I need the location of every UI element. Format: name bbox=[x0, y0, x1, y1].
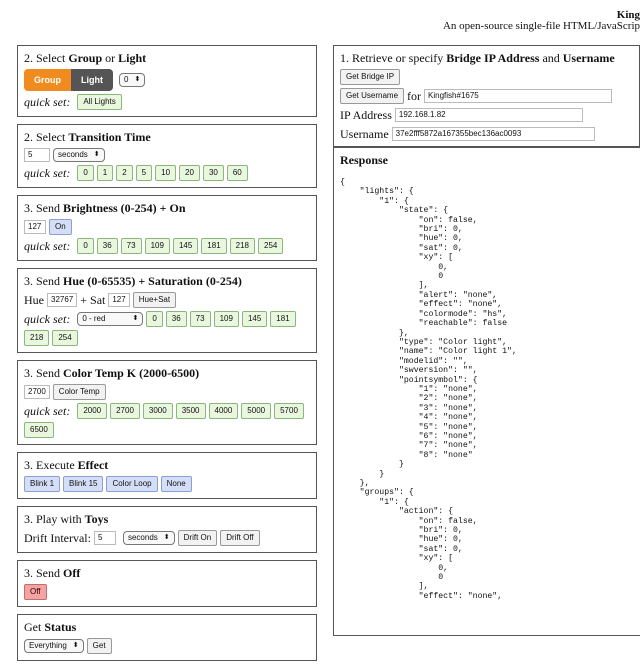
hue-label: Hue bbox=[24, 293, 44, 307]
bridge-panel bbox=[333, 45, 640, 148]
status-select[interactable] bbox=[24, 639, 84, 653]
drift-interval-input[interactable]: 5 bbox=[94, 531, 116, 545]
quickset-button[interactable]: 145 bbox=[173, 238, 198, 254]
chevron-updown-icon: ⬍ bbox=[163, 534, 170, 541]
quickset-button[interactable]: 73 bbox=[121, 238, 142, 254]
select-value: seconds bbox=[58, 150, 88, 159]
on-button[interactable]: On bbox=[49, 219, 72, 235]
header-subtitle: An open-source single-file HTML/JavaScrip bbox=[442, 20, 640, 32]
status-panel bbox=[17, 614, 317, 661]
transition-unit-select[interactable] bbox=[53, 148, 105, 162]
drift-unit-select[interactable] bbox=[123, 531, 175, 545]
control-column bbox=[17, 45, 317, 668]
quickset-button[interactable]: 60 bbox=[227, 165, 248, 181]
color-temp-button[interactable]: Color Temp bbox=[53, 384, 106, 400]
title-text: or bbox=[102, 51, 119, 65]
toys-panel bbox=[17, 506, 317, 553]
chevron-updown-icon: ⬍ bbox=[132, 315, 139, 322]
quickset-button[interactable]: 109 bbox=[214, 311, 239, 327]
title-text: 2. Select bbox=[24, 51, 69, 65]
title-text: 3. Send bbox=[24, 366, 63, 380]
transition-input[interactable]: 5 bbox=[24, 148, 50, 162]
panel-title bbox=[24, 51, 310, 65]
quickset-button[interactable]: 254 bbox=[258, 238, 283, 254]
response-title: Response bbox=[340, 153, 389, 167]
get-status-button[interactable]: Get bbox=[87, 638, 112, 654]
title-bold: Status bbox=[44, 620, 77, 634]
off-panel bbox=[17, 560, 317, 607]
quickset-button[interactable]: 2700 bbox=[110, 403, 140, 419]
title-text: 3. Send bbox=[24, 274, 63, 288]
title-bold: Group bbox=[68, 51, 103, 65]
quickset-button[interactable]: 5700 bbox=[274, 403, 304, 419]
quickset-button[interactable]: 0 bbox=[146, 311, 162, 327]
select-value: 0 bbox=[124, 75, 129, 84]
ip-address-label: IP Address bbox=[340, 108, 392, 122]
username-label: Username bbox=[340, 127, 389, 141]
get-username-button[interactable]: Get Username bbox=[340, 88, 404, 104]
transition-panel bbox=[17, 124, 317, 188]
quickset-button[interactable]: 4000 bbox=[209, 403, 239, 419]
panel-title bbox=[24, 130, 310, 144]
quickset-button[interactable]: 1 bbox=[97, 165, 113, 181]
effect-none-button[interactable]: None bbox=[161, 476, 192, 492]
colortemp-panel bbox=[17, 360, 317, 445]
blink-1-button[interactable]: Blink 1 bbox=[24, 476, 60, 492]
panel-title bbox=[24, 274, 310, 288]
title-bold: Hue (0-65535) + Saturation (0-254) bbox=[63, 274, 242, 288]
ip-address-input[interactable]: 192.168.1.82 bbox=[395, 108, 583, 122]
quickset-button[interactable]: 145 bbox=[242, 311, 267, 327]
quickset-button[interactable]: 254 bbox=[52, 330, 77, 346]
title-bold: Brightness (0-254) + On bbox=[63, 201, 186, 215]
quickset-button[interactable]: 218 bbox=[24, 330, 49, 346]
title-bold: Username bbox=[562, 51, 615, 65]
effect-panel bbox=[17, 452, 317, 499]
group-light-toggle[interactable] bbox=[24, 69, 113, 91]
device-name-input[interactable]: Kingfish#1675 bbox=[424, 89, 612, 103]
select-value: Everything bbox=[29, 641, 67, 650]
chevron-updown-icon: ⬍ bbox=[72, 642, 79, 649]
light-toggle-option[interactable]: Light bbox=[71, 69, 113, 91]
title-text: Get bbox=[24, 620, 45, 634]
quickset-label: quick set: bbox=[24, 95, 71, 109]
drift-interval-label: Drift Interval: bbox=[24, 531, 91, 545]
quickset-button[interactable]: 6500 bbox=[24, 422, 54, 438]
title-text: 2. Select bbox=[24, 130, 69, 144]
title-bold: Toys bbox=[84, 512, 109, 526]
quickset-button[interactable]: 3000 bbox=[143, 403, 173, 419]
quickset-button[interactable]: 36 bbox=[97, 238, 118, 254]
drift-on-button[interactable]: Drift On bbox=[178, 530, 218, 546]
title-bold: Color Temp K (2000-6500) bbox=[63, 366, 200, 380]
title-bold: Transition Time bbox=[68, 130, 151, 144]
color-loop-button[interactable]: Color Loop bbox=[106, 476, 157, 492]
quickset-button[interactable]: 20 bbox=[179, 165, 200, 181]
panel-title bbox=[24, 458, 310, 472]
quickset-button[interactable]: 10 bbox=[155, 165, 176, 181]
response-json: { "lights": { "1": { "state": { "on": false, "bri": 0, "hue": 0, "sat": 0, "xy": [ 0, 0 ], "alert": "none", "effect": "none", "colormode": "hs", "reachable": false }, "type": "Color light", "name": "Color light 1", "modelid": "", "swversion": "", "pointsymbol": { "1": "none", "2": "none", "3": "none", "4": "none", "5": "none", "6": "none", "7": "none", "8": "none" } } }, "groups": { "1": { "action": { "on": false, "bri": 0, "hue": 0, "sat": 0, "xy": [ 0, 0 ], "effect": "none", bbox=[340, 178, 517, 601]
quickset-button[interactable]: 73 bbox=[190, 311, 211, 327]
hue-sat-button[interactable]: Hue+Sat bbox=[133, 292, 176, 308]
title-bold: Effect bbox=[77, 458, 109, 472]
off-button[interactable]: Off bbox=[24, 584, 47, 600]
header-title: King bbox=[616, 9, 640, 21]
panel-title bbox=[24, 512, 310, 526]
panel-title bbox=[24, 620, 310, 634]
quickset-label: quick set: bbox=[24, 404, 71, 418]
title-text: 3. Send bbox=[24, 566, 63, 580]
quickset-button[interactable]: 36 bbox=[166, 311, 187, 327]
all-lights-button[interactable]: All Lights bbox=[77, 94, 121, 110]
title-text: 3. Execute bbox=[24, 458, 78, 472]
quickset-button[interactable]: 5 bbox=[136, 165, 152, 181]
quickset-button[interactable]: 0 bbox=[77, 238, 93, 254]
panel-title bbox=[24, 366, 310, 380]
username-input[interactable]: 37e2fff5872a167355bec136ac0093 bbox=[392, 127, 595, 141]
title-bold: Light bbox=[118, 51, 147, 65]
hue-input[interactable]: 32767 bbox=[47, 293, 77, 307]
select-value: 0 - red bbox=[82, 314, 106, 323]
title-text: 3. Play with bbox=[24, 512, 85, 526]
chevron-updown-icon: ⬍ bbox=[93, 151, 100, 158]
quickset-button[interactable]: 3500 bbox=[176, 403, 206, 419]
hue-preset-select[interactable] bbox=[77, 312, 143, 326]
quickset-button[interactable]: 2 bbox=[116, 165, 132, 181]
brightness-panel bbox=[17, 195, 317, 261]
title-text: 3. Send bbox=[24, 201, 63, 215]
quickset-button[interactable]: 109 bbox=[145, 238, 170, 254]
bridge-column bbox=[333, 45, 640, 155]
quickset-label: quick set: bbox=[24, 239, 71, 253]
blink-15-button[interactable]: Blink 15 bbox=[63, 476, 103, 492]
colortemp-input[interactable]: 2700 bbox=[24, 385, 50, 399]
title-bold: Off bbox=[63, 566, 81, 580]
quickset-button[interactable]: 218 bbox=[230, 238, 255, 254]
group-toggle-option[interactable]: Group bbox=[24, 69, 71, 91]
group-light-panel bbox=[17, 45, 317, 117]
sat-input[interactable]: 127 bbox=[108, 293, 129, 307]
quickset-button[interactable]: 30 bbox=[203, 165, 224, 181]
quickset-label: quick set: bbox=[24, 166, 71, 180]
title-bold: Bridge IP Address bbox=[446, 51, 540, 65]
panel-title bbox=[340, 51, 633, 65]
quickset-button[interactable]: 181 bbox=[201, 238, 226, 254]
for-label: for bbox=[407, 89, 422, 103]
panel-title bbox=[24, 201, 310, 215]
group-id-select[interactable] bbox=[119, 73, 145, 87]
hue-sat-panel bbox=[17, 268, 317, 353]
title-text: and bbox=[539, 51, 563, 65]
quickset-label: quick set: bbox=[24, 312, 71, 326]
panel-title bbox=[24, 566, 310, 580]
sat-label: + Sat bbox=[80, 293, 106, 307]
response-panel bbox=[333, 146, 640, 636]
select-value: seconds bbox=[127, 533, 158, 542]
brightness-input[interactable]: 127 bbox=[24, 220, 46, 234]
title-text: 1. Retrieve or specify bbox=[340, 51, 447, 65]
drift-off-button[interactable]: Drift Off bbox=[220, 530, 259, 546]
chevron-updown-icon: ⬍ bbox=[134, 76, 141, 83]
get-bridge-ip-button[interactable]: Get Bridge IP bbox=[340, 69, 400, 85]
quickset-button[interactable]: 5000 bbox=[241, 403, 271, 419]
quickset-button[interactable]: 0 bbox=[77, 165, 93, 181]
quickset-button[interactable]: 2000 bbox=[77, 403, 107, 419]
quickset-button[interactable]: 181 bbox=[270, 311, 295, 327]
